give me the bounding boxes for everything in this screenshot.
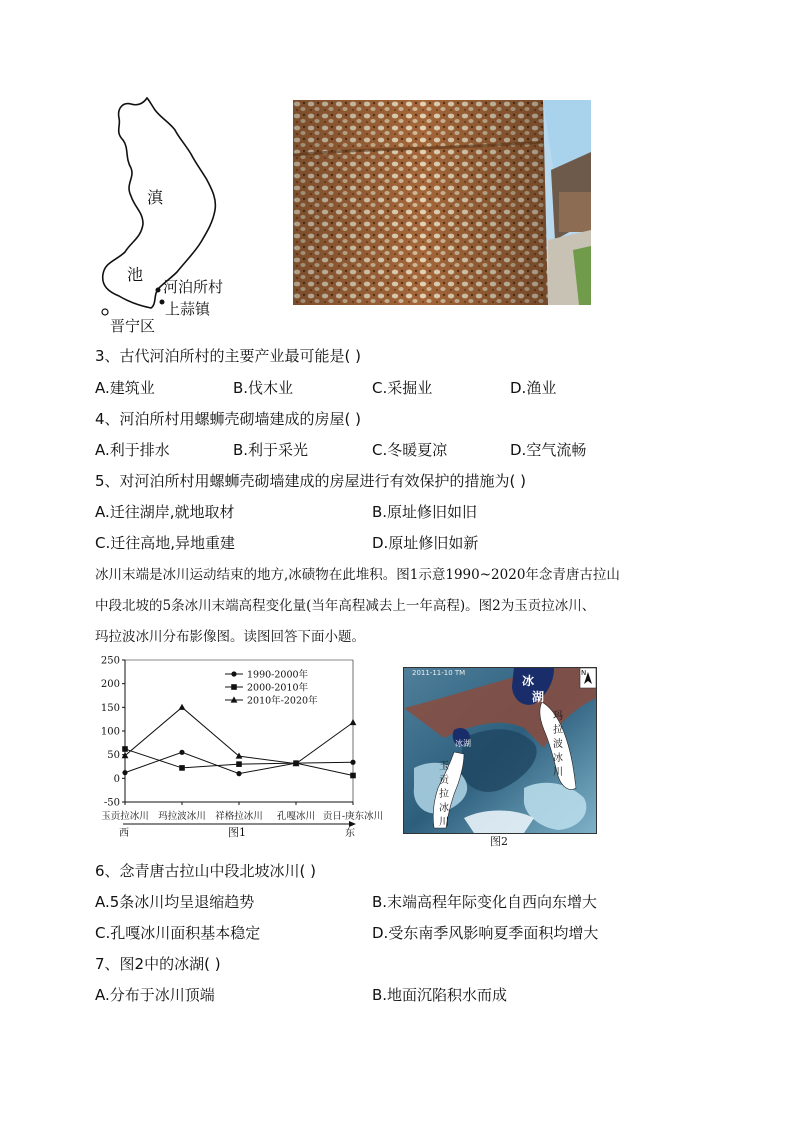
passage-line-3: 玛拉波冰川分布影像图。读图回答下面小题。 — [95, 629, 365, 645]
series-2-point — [350, 773, 356, 779]
town-dot — [160, 300, 165, 305]
passage-line-2: 中段北坡的5条冰川末端高程变化量(当年高程减去上一年高程)。图2为玉贡拉冰川、 — [95, 598, 596, 614]
series-2-point — [179, 765, 185, 771]
question-3-stem: 3、古代河泊所村的主要产业最可能是( ) — [95, 347, 362, 365]
yugongla-char: 冰 — [439, 803, 449, 814]
question-3-option-c[interactable]: C.采掘业 — [372, 379, 433, 397]
big-lake-char-1: 冰 — [522, 674, 535, 688]
legend-label: 2010年-2020年 — [247, 695, 318, 707]
question-5-option-d[interactable]: D.原址修旧如新 — [372, 534, 479, 552]
figure-1-chart — [95, 652, 405, 847]
series-2-point — [122, 746, 128, 752]
question-4-option-c[interactable]: C.冬暖夏凉 — [372, 441, 448, 459]
malabo-char: 川 — [553, 767, 563, 778]
question-5-stem: 5、对河泊所村用螺蛳壳砌墙建成的房屋进行有效保护的措施为( ) — [95, 472, 527, 490]
question-6-option-d[interactable]: D.受东南季风影响夏季面积均增大 — [372, 924, 599, 942]
map-char-chi: 池 — [127, 265, 144, 284]
direction-east-label: 东 — [345, 828, 355, 839]
series-3-point — [179, 704, 186, 710]
yugongla-char: 贡 — [439, 775, 449, 786]
north-arrow-label: N — [581, 669, 587, 677]
series-3-point — [350, 719, 357, 725]
y-tick-label: 100 — [100, 726, 120, 738]
map-char-dian: 滇 — [147, 188, 164, 207]
question-4-option-b[interactable]: B.利于采光 — [233, 441, 309, 459]
question-4-option-d[interactable]: D.空气流畅 — [510, 441, 587, 459]
direction-west-label: 西 — [119, 828, 129, 839]
yugongla-char: 川 — [439, 817, 449, 828]
question-7-stem: 7、图2中的冰湖( ) — [95, 955, 221, 973]
figure-1-caption: 图1 — [228, 826, 246, 839]
big-lake-char-2: 湖 — [532, 690, 545, 704]
y-tick-label: -50 — [103, 797, 120, 809]
malabo-char: 拉 — [553, 725, 563, 736]
village-label: 河泊所村 — [163, 278, 224, 296]
malabo-glacier-label — [552, 710, 564, 780]
y-tick-label: 150 — [100, 702, 120, 714]
town-label: 上蒜镇 — [165, 300, 211, 318]
glacier-elevation-chart — [95, 652, 405, 847]
series-1-point — [179, 750, 184, 755]
y-tick-label: 0 — [113, 773, 120, 785]
district-label: 晋宁区 — [110, 317, 156, 335]
legend-marker — [231, 671, 236, 676]
series-1-point — [236, 771, 241, 776]
x-tick-label: 玉贡拉冰川 — [101, 811, 149, 822]
dianchi-map — [95, 92, 275, 337]
small-lake-label: 冰湖 — [455, 739, 471, 748]
question-7-option-b[interactable]: B.地面沉陷积水而成 — [372, 986, 508, 1004]
passage-line-1: 冰川末端是冰川运动结束的地方,冰碛物在此堆积。图1示意1990~2020年念青唐古拉山 — [95, 567, 620, 583]
village-dot — [156, 288, 161, 293]
y-tick-label: 50 — [107, 750, 120, 762]
question-4-option-a[interactable]: A.利于排水 — [95, 441, 170, 459]
y-tick-label: 200 — [100, 679, 120, 691]
question-6-option-a[interactable]: A.5条冰川均呈退缩趋势 — [95, 893, 255, 911]
x-tick-label: 贡日-庚东冰川 — [322, 811, 384, 822]
yugongla-glacier-label — [438, 760, 450, 830]
question-5-option-c[interactable]: C.迁往高地,异地重建 — [95, 534, 236, 552]
malabo-char: 玛 — [553, 711, 563, 722]
series-2-point — [236, 761, 242, 767]
malabo-char: 波 — [553, 739, 563, 750]
question-5-option-b[interactable]: B.原址修旧如旧 — [372, 503, 478, 521]
legend-label: 1990-2000年 — [247, 669, 309, 681]
question-4-stem: 4、河泊所村用螺蛳壳砌墙建成的房屋( ) — [95, 410, 362, 428]
series-1-point — [122, 770, 127, 775]
y-tick-label: 250 — [100, 655, 120, 667]
x-tick-label: 玛拉波冰川 — [158, 811, 206, 822]
figure-2-caption: 图2 — [490, 835, 508, 848]
yugongla-char: 拉 — [439, 789, 449, 800]
question-6-option-c[interactable]: C.孔嘎冰川面积基本稳定 — [95, 924, 261, 942]
series-1-point — [350, 760, 355, 765]
question-5-option-a[interactable]: A.迁往湖岸,就地取材 — [95, 503, 235, 521]
legend-label: 2000-2010年 — [247, 682, 309, 694]
question-3-option-a[interactable]: A.建筑业 — [95, 379, 155, 397]
question-6-stem: 6、念青唐古拉山中段北坡冰川( ) — [95, 862, 317, 880]
figure-2-image — [403, 667, 597, 834]
malabo-char: 冰 — [553, 753, 563, 764]
legend-marker — [231, 684, 237, 690]
x-tick-label: 孔嘎冰川 — [276, 811, 316, 822]
question-3-option-b[interactable]: B.伐木业 — [233, 379, 294, 397]
shell-wall-photo — [293, 100, 591, 305]
district-dot — [102, 309, 108, 315]
question-7-option-a[interactable]: A.分布于冰川顶端 — [95, 986, 215, 1004]
question-3-option-d[interactable]: D.渔业 — [510, 379, 557, 397]
yugongla-char: 玉 — [439, 761, 449, 772]
x-tick-label: 祥格拉冰川 — [215, 811, 263, 822]
figure-2-date-stamp: 2011-11-10 TM — [412, 669, 466, 677]
question-6-option-b[interactable]: B.末端高程年际变化自西向东增大 — [372, 893, 598, 911]
